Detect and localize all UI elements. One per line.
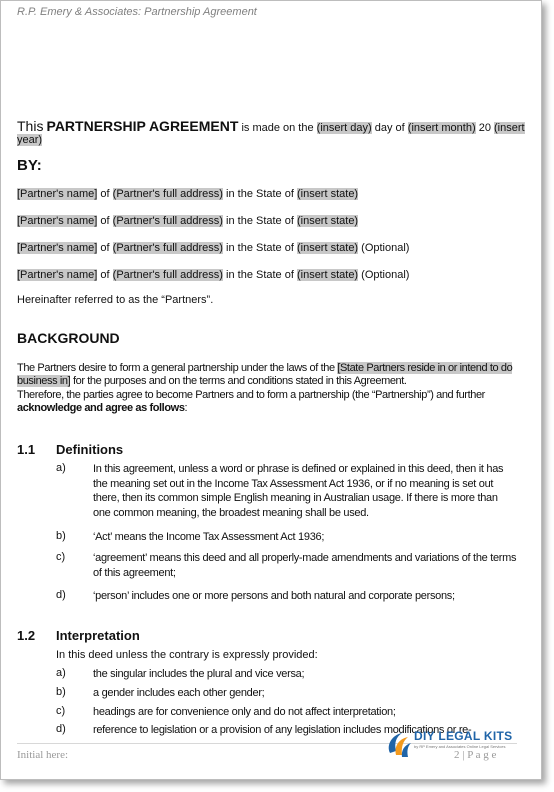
- definition-item: ‘person’ includes one or more persons and both natural and corporate persons;: [93, 590, 455, 602]
- list-letter: d): [56, 589, 66, 601]
- interpretation-item: reference to legislation or a provision of any legislation includes modifications or re-: [93, 724, 472, 736]
- logo-tagline: by RP Emery and Associates Online Legal Services: [414, 744, 506, 749]
- partner-address-field[interactable]: (Partner's full address): [112, 188, 223, 200]
- partner-line: [17, 269, 409, 281]
- intro-made-on: is made on the: [238, 122, 317, 134]
- list-letter: b): [56, 530, 66, 542]
- partner-of-text: of: [97, 215, 113, 227]
- section-number: 1.2: [17, 628, 36, 643]
- background-text: Therefore, the parties agree to become Partners and to form a partnership (the “Partnership”) and further: [17, 388, 485, 401]
- partner-state-of-text: in the State of: [222, 215, 297, 227]
- partner-of-text: of: [97, 242, 113, 254]
- partner-line: [17, 242, 409, 254]
- diy-legal-kits-logo: [386, 727, 536, 767]
- agreement-title: PARTNERSHIP AGREEMENT: [46, 118, 239, 134]
- logo-swirl-icon: [386, 729, 412, 759]
- interpretation-item: a gender includes each other gender;: [93, 687, 265, 699]
- definition-item: In this agreement, unless a word or phrase is defined or explained in this deed, then it has the meaning set out in the Income Tax Assessment Act 1936, or if no meaning is set out there, then its common simple English meaning in Australian usage. If there is more than one common meaning, the broadest meaning shall be used.: [93, 463, 504, 519]
- list-letter: c): [56, 705, 66, 717]
- initial-here-label: Initial here:: [17, 749, 69, 761]
- insert-day-field[interactable]: (insert day): [316, 122, 372, 134]
- partner-optional-text: (Optional): [358, 242, 410, 254]
- partner-of-text: of: [97, 269, 113, 281]
- logo-text: DIY LEGAL KITS: [414, 729, 513, 743]
- partner-line: [17, 188, 358, 200]
- agreement-intro: [17, 120, 527, 146]
- insert-year-field[interactable]: (insert year): [17, 122, 525, 146]
- page-number: 2 | P a g e: [454, 749, 497, 761]
- list-letter: b): [56, 686, 66, 698]
- state-field[interactable]: [State Partners reside in or intend to do business in]: [17, 362, 513, 388]
- interpretation-intro: In this deed unless the contrary is expressly provided:: [56, 649, 318, 661]
- list-letter: d): [56, 723, 66, 735]
- interpretation-item: the singular includes the plural and vice versa;: [93, 668, 305, 680]
- intro-day-of: day of: [371, 122, 408, 134]
- partner-name-field[interactable]: [Partner's name]: [17, 269, 98, 281]
- list-letter: c): [56, 551, 66, 563]
- section-title-definitions: Definitions: [56, 442, 124, 457]
- intro-this: This: [17, 118, 44, 134]
- section-number: 1.1: [17, 442, 36, 457]
- partner-state-field[interactable]: (insert state): [296, 269, 359, 281]
- partner-name-field[interactable]: [Partner's name]: [17, 215, 98, 227]
- partner-address-field[interactable]: (Partner's full address): [112, 242, 223, 254]
- partner-address-field[interactable]: (Partner's full address): [112, 215, 223, 227]
- partner-name-field[interactable]: [Partner's name]: [17, 242, 98, 254]
- partner-of-text: of: [97, 188, 113, 200]
- partner-state-field[interactable]: (insert state): [296, 215, 359, 227]
- partner-name-field[interactable]: [Partner's name]: [17, 188, 98, 200]
- partner-state-field[interactable]: (insert state): [296, 188, 359, 200]
- intro-twenty: 20: [475, 122, 494, 134]
- partner-state-of-text: in the State of: [222, 242, 297, 254]
- definition-item: ‘agreement’ means this deed and all properly-made amendments and variations of the terms of this agreement;: [93, 552, 517, 579]
- insert-month-field[interactable]: (insert month): [407, 122, 476, 134]
- partner-state-field[interactable]: (insert state): [296, 242, 359, 254]
- background-text: The Partners desire to form a general partnership under the laws of the: [17, 362, 338, 374]
- partner-optional-text: (Optional): [358, 269, 410, 281]
- partner-address-field[interactable]: (Partner's full address): [112, 269, 223, 281]
- partner-line: [17, 215, 358, 227]
- background-heading: BACKGROUND: [17, 330, 120, 346]
- list-letter: a): [56, 462, 66, 474]
- by-heading: BY:: [17, 157, 42, 174]
- hereinafter-text: Hereinafter referred to as the “Partners”.: [17, 294, 214, 306]
- interpretation-item: headings are for convenience only and do not affect interpretation;: [93, 706, 396, 718]
- background-text: for the purposes and on the terms and conditions stated in this Agreement.: [70, 375, 407, 388]
- definition-item: ‘Act’ means the Income Tax Assessment Act 1936;: [93, 531, 325, 543]
- partner-state-of-text: in the State of: [222, 269, 297, 281]
- page-header: R.P. Emery & Associates: Partnership Agreement: [17, 6, 257, 18]
- background-paragraph: [17, 362, 525, 415]
- partner-state-of-text: in the State of: [222, 188, 297, 200]
- acknowledge-text: acknowledge and agree as follows: [17, 401, 185, 414]
- background-text: :: [184, 401, 188, 414]
- section-title-interpretation: Interpretation: [56, 628, 140, 643]
- list-letter: a): [56, 667, 66, 679]
